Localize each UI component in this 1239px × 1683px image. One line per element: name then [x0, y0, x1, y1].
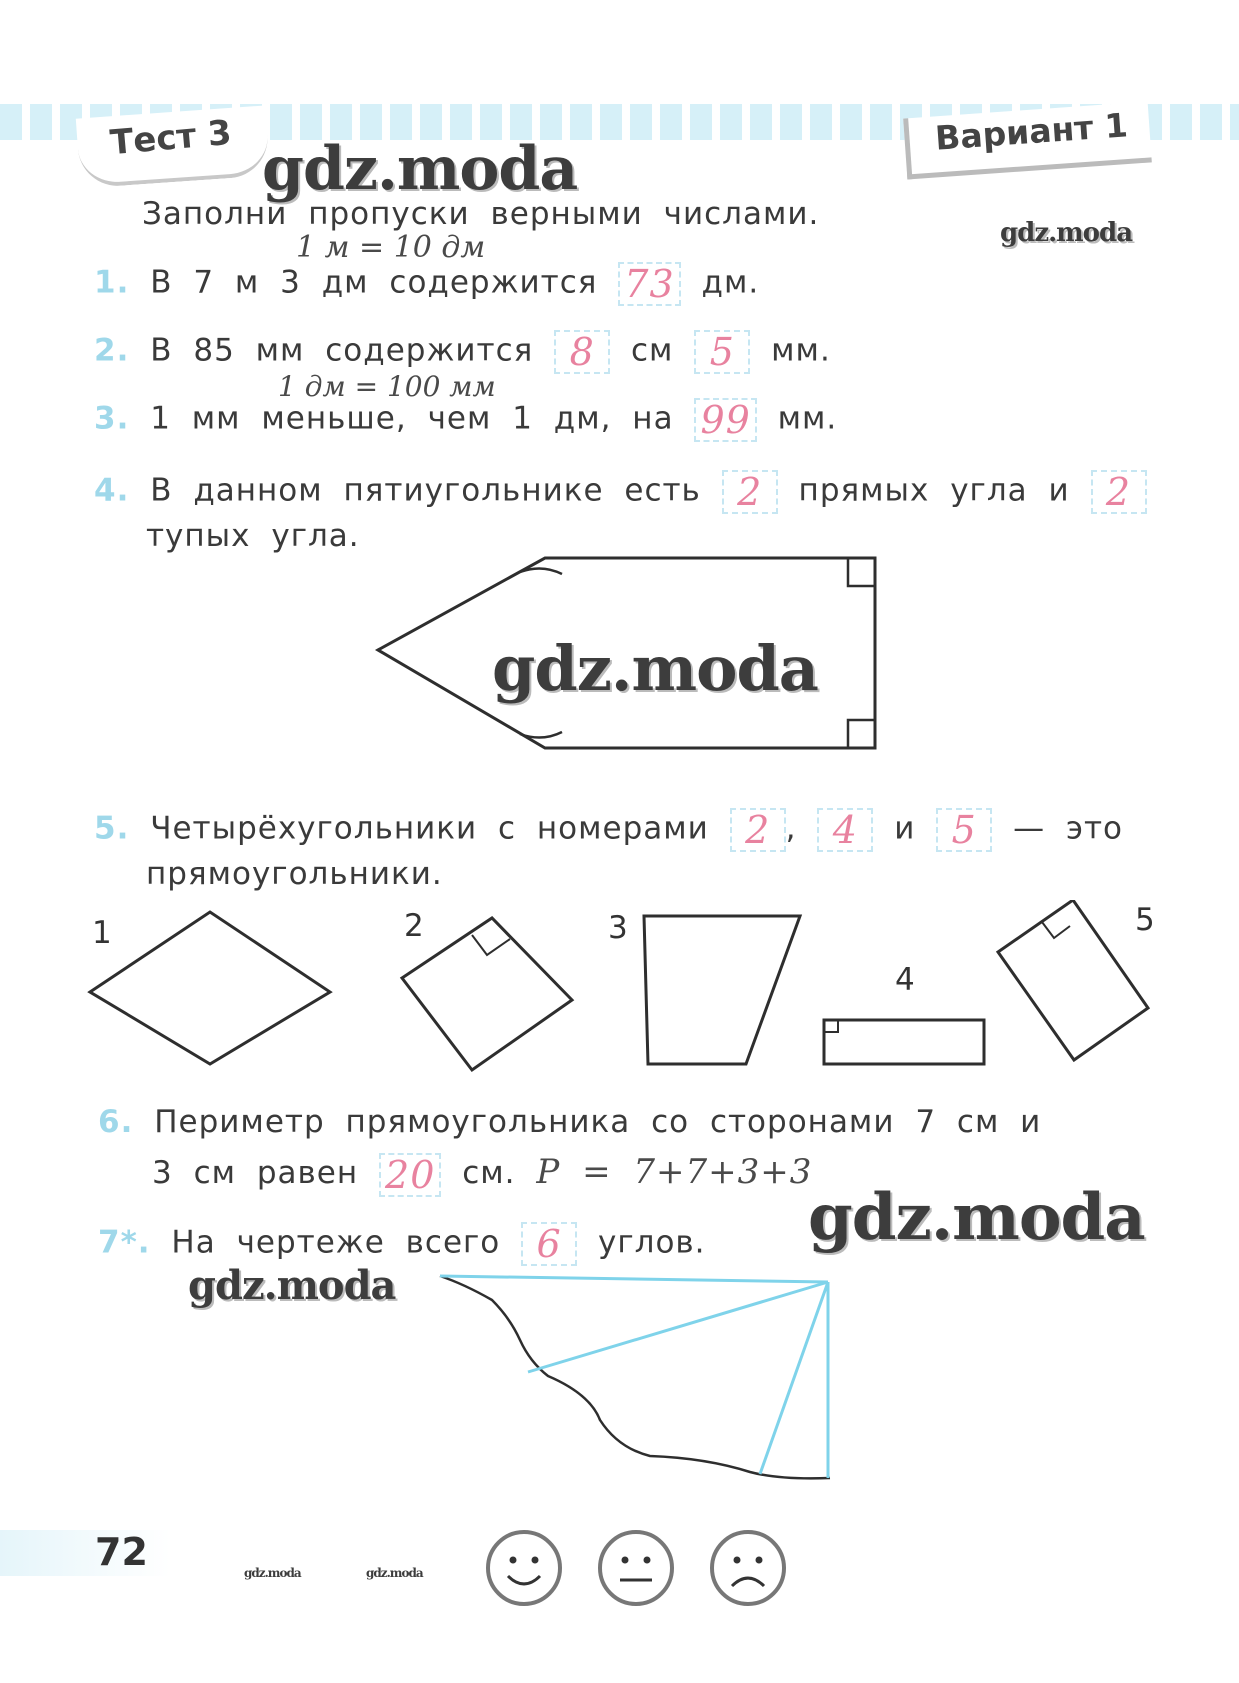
task5 — [94, 808, 1123, 852]
shape-label-4: 4 — [895, 962, 915, 998]
shape-tilted-rectangle — [998, 900, 1148, 1060]
task-number: 2. — [94, 332, 130, 369]
task7 — [98, 1222, 706, 1266]
shape-square — [402, 918, 572, 1070]
answer-box[interactable]: 73 — [618, 262, 680, 306]
task-number: 4. — [94, 472, 130, 509]
footer-watermark: gdz.moda — [366, 1566, 423, 1580]
task1 — [94, 262, 759, 306]
task-text: мм. — [771, 332, 831, 369]
task-text: 1 мм меньше, чем 1 дм, на — [150, 400, 674, 437]
shape-trapezoid — [644, 916, 800, 1064]
task-text: В 85 мм содержится — [150, 332, 534, 369]
watermark: gdz.moda — [492, 632, 818, 705]
footer-watermark: gdz.moda — [244, 1566, 301, 1580]
answer-box[interactable]: 2 — [730, 808, 786, 852]
answer-box[interactable]: 20 — [379, 1153, 441, 1197]
task-text: На чертеже всего — [171, 1224, 501, 1261]
smiley-happy-icon[interactable] — [484, 1528, 564, 1608]
task6-line2 — [152, 1152, 812, 1197]
angles-figure — [430, 1270, 840, 1490]
answer-box[interactable]: 99 — [694, 398, 756, 442]
task-text: см — [631, 332, 674, 369]
shape-rhombus — [90, 912, 330, 1064]
watermark: gdz.moda — [188, 1262, 396, 1309]
task-text: углов. — [598, 1224, 706, 1261]
answer-box[interactable]: 5 — [694, 330, 750, 374]
test-label: Тест 3 — [108, 112, 234, 164]
task3-note: 1 дм = 100 мм — [278, 370, 496, 403]
watermark: gdz.moda — [1000, 218, 1133, 248]
shape-label-3: 3 — [608, 910, 628, 946]
task-text: мм. — [777, 400, 838, 437]
shape-label-5: 5 — [1135, 902, 1155, 938]
task-text: В данном пятиугольнике есть — [150, 472, 701, 509]
task-text: и — [894, 810, 916, 847]
task-number: 7*. — [98, 1224, 151, 1261]
task-text: дм. — [701, 264, 760, 301]
answer-box[interactable]: 2 — [1091, 470, 1147, 514]
watermark: gdz.moda — [808, 1180, 1145, 1255]
task-text: см. — [462, 1155, 516, 1191]
answer-box[interactable]: 5 — [936, 808, 992, 852]
page-number: 72 — [95, 1530, 148, 1574]
task-number: 6. — [98, 1104, 134, 1140]
task-text: В 7 м 3 дм содержится — [150, 264, 598, 301]
task-text: Четырёхугольники с номерами — [150, 810, 709, 847]
task4-line2: тупых угла. — [146, 518, 360, 554]
task-number: 5. — [94, 810, 130, 847]
smiley-sad-icon[interactable] — [708, 1528, 788, 1608]
task5-line2: прямоугольники. — [146, 856, 443, 892]
task-text: прямых угла и — [798, 472, 1070, 509]
task-text: — это — [1013, 810, 1124, 847]
task2 — [94, 330, 831, 374]
task6-note: P = 7+7+3+3 — [536, 1152, 813, 1192]
answer-box[interactable]: 2 — [722, 470, 778, 514]
task-text: Периметр прямоугольника со сторонами 7 см и — [154, 1104, 1042, 1140]
shape-label-1: 1 — [92, 915, 112, 951]
smiley-neutral-icon[interactable] — [596, 1528, 676, 1608]
pentagon-figure — [370, 550, 880, 760]
task1-note: 1 м = 10 дм — [296, 230, 486, 265]
task4 — [94, 470, 1147, 514]
task-number: 3. — [94, 400, 130, 437]
task3 — [94, 398, 837, 442]
task-text: , — [785, 810, 797, 847]
quadrilaterals-figure — [80, 900, 1160, 1080]
instruction: Заполни пропуски верными числами. — [142, 196, 820, 232]
task-text: 3 см равен — [152, 1155, 359, 1191]
shape-rectangle — [824, 1020, 984, 1064]
answer-box[interactable]: 8 — [554, 330, 610, 374]
shape-label-2: 2 — [404, 908, 424, 944]
task6 — [98, 1104, 1041, 1140]
variant-label: Вариант 1 — [933, 105, 1129, 158]
answer-box[interactable]: 6 — [521, 1222, 577, 1266]
answer-box[interactable]: 4 — [817, 808, 873, 852]
watermark: gdz.moda — [262, 134, 578, 204]
task-number: 1. — [94, 264, 130, 301]
